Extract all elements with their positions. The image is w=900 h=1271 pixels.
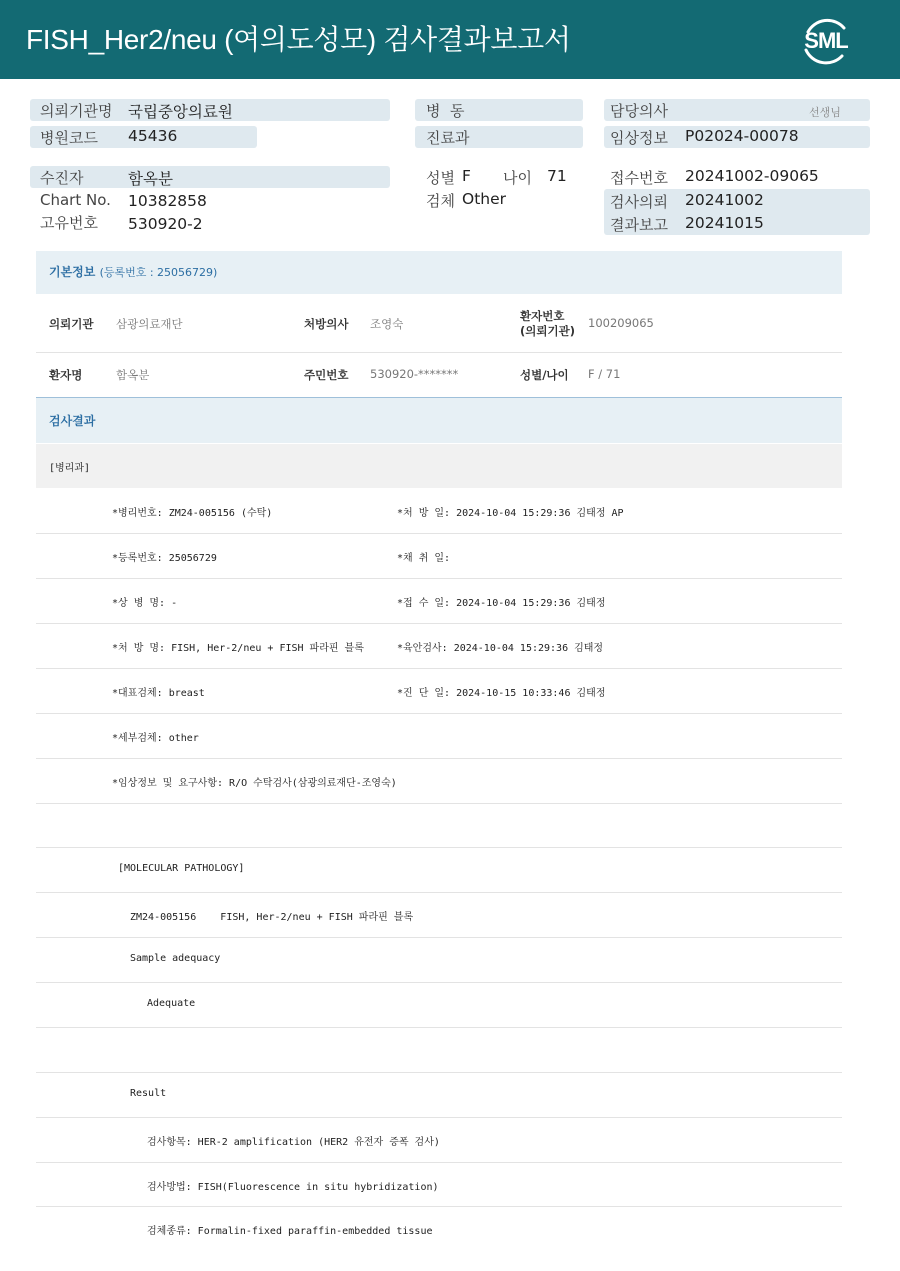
sample-adequacy-label: Sample adequacy	[130, 953, 221, 964]
diagnosis-date-line: *진 단 일: 2024-10-15 10:33:46 김태정	[397, 688, 606, 699]
basic-inst-value: 삼광의료재단	[116, 317, 183, 331]
basic-pt-no-label-1: 환자번호	[520, 309, 565, 323]
dept-label: 진료과	[426, 129, 470, 147]
result-header	[36, 398, 842, 443]
logo-text: SML	[804, 28, 848, 53]
clinical-request-line: *임상정보 및 요구사항: R/O 수탁검사(삼광의료재단-조영숙)	[112, 778, 397, 789]
gross-exam-line: *육안검사: 2024-10-04 15:29:36 김태정	[397, 643, 604, 654]
basic-pt-name-label: 환자명	[49, 368, 83, 382]
sample-adequacy-value: Adequate	[147, 998, 196, 1009]
basic-info-title-text: 기본정보	[49, 265, 96, 279]
pathology-no-line: *병리번호: ZM24-005156 (수탁)	[112, 508, 273, 519]
doctor-suffix: 선생님	[809, 106, 841, 119]
row-divider	[36, 892, 842, 893]
report-title: FISH_Her2/neu (여의도성모) 검사결과보고서	[26, 24, 571, 55]
req-inst-label: 의뢰기관명	[40, 102, 113, 120]
prescription-date-line: *처 방 일: 2024-10-04 15:29:36 김태정 AP	[397, 508, 624, 519]
row-divider	[36, 982, 842, 983]
basic-sexage-value: F / 71	[588, 367, 621, 381]
row-divider	[36, 758, 842, 759]
sex-value: F	[462, 167, 471, 185]
patient-name-label: 수진자	[40, 169, 84, 187]
doctor-label: 담당의사	[610, 102, 668, 120]
specimen-value: Other	[462, 190, 507, 208]
ward-label: 병 동	[426, 102, 465, 120]
result-label: Result	[130, 1088, 167, 1099]
patient-name-value: 함옥분	[128, 170, 173, 188]
basic-info-header	[36, 251, 842, 294]
row-divider	[36, 1117, 842, 1118]
uid-label: 고유번호	[40, 214, 98, 232]
specimen-type-line: 검체종류: Formalin-fixed paraffin-embedded tissue	[147, 1226, 433, 1237]
test-item-line: 검사항목: HER-2 amplification (HER2 유전자 증폭 검사)	[147, 1137, 440, 1148]
basic-prescriber-value: 조영숙	[370, 317, 404, 331]
age-value: 71	[547, 167, 567, 185]
basic-prescriber-label: 처방의사	[304, 317, 349, 331]
req-date-value: 20241002	[685, 191, 764, 209]
basic-rrn-label: 주민번호	[304, 368, 349, 382]
row-divider	[36, 803, 842, 804]
basic-divider	[36, 352, 842, 353]
row-divider	[36, 1027, 842, 1028]
req-date-label: 검사의뢰	[610, 193, 668, 211]
row-divider	[36, 623, 842, 624]
chart-no-value: 10382858	[128, 192, 207, 210]
clinical-value: P02024-00078	[685, 127, 799, 145]
sml-logo	[798, 12, 854, 68]
row-divider	[36, 937, 842, 938]
test-method-line: 검사방법: FISH(Fluorescence in situ hybridization)	[147, 1182, 439, 1193]
basic-rrn-value: 530920-*******	[370, 367, 459, 381]
report-date-label: 결과보고	[610, 216, 668, 234]
diagnosis-name-line: *상 병 명: -	[112, 598, 178, 609]
molecular-case-line: ZM24-005156 FISH, Her-2/neu + FISH 파라핀 블록	[130, 912, 414, 923]
basic-sexage-label: 성별/나이	[520, 368, 569, 382]
row-divider	[36, 847, 842, 848]
uid-value: 530920-2	[128, 215, 203, 233]
basic-pt-no-label-2: (의뢰기관)	[520, 324, 575, 338]
hosp-code-value: 45436	[128, 127, 178, 145]
sub-specimen-line: *세부검체: other	[112, 733, 199, 744]
patient-name-row	[30, 166, 390, 188]
row-divider	[36, 1162, 842, 1163]
report-date-value: 20241015	[685, 214, 764, 232]
receipt-date-line: *접 수 일: 2024-10-04 15:29:36 김태정	[397, 598, 606, 609]
registration-no-line: *등록번호: 25056729	[112, 553, 217, 564]
chart-no-label: Chart No.	[40, 191, 111, 209]
row-divider	[36, 1072, 842, 1073]
receipt-value: 20241002-09065	[685, 167, 819, 185]
basic-inst-label: 의뢰기관	[49, 317, 94, 331]
basic-info-reg-no: (등록번호 : 25056729)	[99, 266, 218, 279]
collection-date-line: *채 취 일:	[397, 553, 451, 564]
row-divider	[36, 578, 842, 579]
basic-pt-name-value: 함옥분	[116, 368, 150, 382]
molecular-pathology-header: [MOLECULAR PATHOLOGY]	[118, 863, 245, 874]
row-divider	[36, 668, 842, 669]
result-dept: [병리과]	[49, 463, 91, 474]
basic-info-title	[49, 263, 217, 280]
result-title: 검사결과	[49, 414, 96, 428]
row-divider	[36, 713, 842, 714]
result-dept-row	[36, 444, 842, 488]
row-divider	[36, 533, 842, 534]
clinical-label: 임상정보	[610, 129, 668, 147]
age-label: 나이	[503, 169, 532, 187]
row-divider	[36, 1206, 842, 1207]
req-inst-value: 국립중앙의료원	[128, 103, 233, 121]
receipt-label: 접수번호	[610, 169, 668, 187]
sex-label: 성별	[426, 169, 455, 187]
basic-pt-no-value: 100209065	[588, 316, 654, 330]
main-specimen-line: *대표검체: breast	[112, 688, 205, 699]
hosp-code-label: 병원코드	[40, 129, 98, 147]
report-header	[0, 0, 900, 79]
specimen-label: 검체	[426, 192, 455, 210]
prescription-name-line: *처 방 명: FISH, Her-2/neu + FISH 파라핀 블록	[112, 643, 364, 654]
